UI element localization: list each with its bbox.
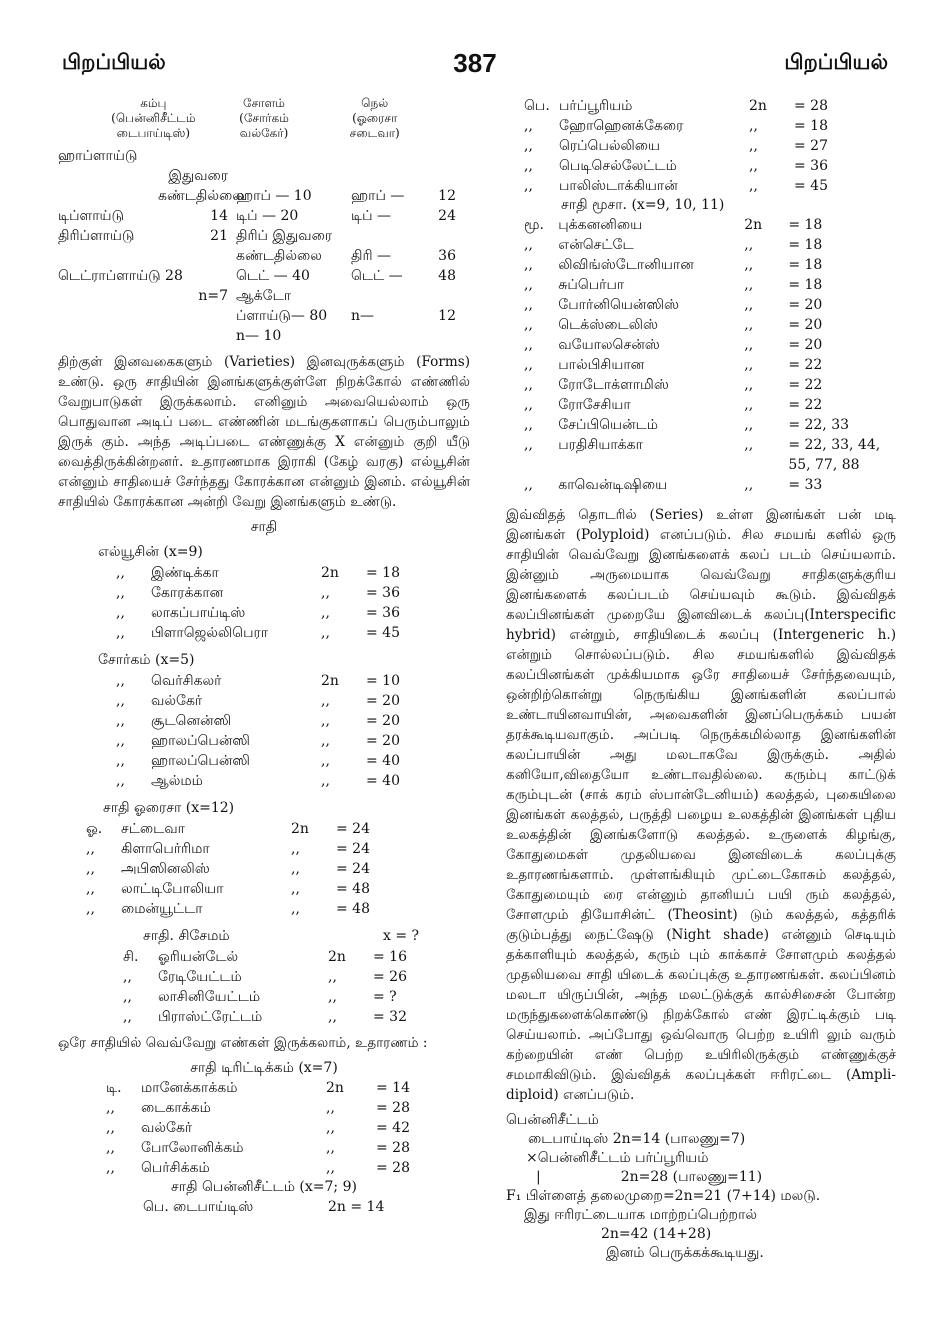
ploidy-cell: டெட்ராப்ளாய்டு 28 [58,267,183,284]
species-2n: ,, [321,604,330,621]
pennisetum-title: சாதி பென்னிசீட்டம் (x=7; 9) [171,1179,357,1195]
species-value: = 28 [376,1139,410,1156]
species-name: பாலிஸ்டாக்கியான் [559,177,678,194]
species-abbr: ,, [524,416,533,433]
ploidy-cell: டிப்ளாய்டு [58,207,125,224]
species-row [58,879,470,899]
species-value: = 22, 33 [788,416,850,433]
species-2n: ,, [291,860,300,877]
species-name: கோரக்கான [151,584,224,601]
species-value: = 36 [366,584,400,601]
species-2n: ,, [291,840,300,857]
species-row [506,355,896,375]
species-row [506,156,896,176]
species-2n: 2n [321,564,339,581]
species-value: = 24 [336,820,370,837]
ploidy-cell: 12 [438,307,456,324]
species-value: = 45 [794,177,828,194]
species-2n: ,, [744,336,754,353]
running-head-right: பிறப்பியல் [784,50,888,74]
species-2n: ,, [744,376,754,393]
species-name: காவென்டிஷியை [558,476,668,493]
species-row [506,235,896,255]
species-row [58,1118,470,1138]
species-value: = 22 [788,356,823,373]
species-row [58,731,470,751]
crop-headings [98,96,430,141]
species-row [506,475,896,495]
species-row [58,859,470,879]
chromosome-value: 2n = 14 [328,1198,385,1215]
species-2n: ,, [321,692,330,709]
species-value: = 18 [794,117,828,134]
ploidy-row [58,166,470,186]
species-value: = 20 [366,732,400,749]
species-2n: ,, [744,316,754,333]
species-value: = 28 [794,97,828,114]
triticum-table [58,1078,470,1178]
species-2n: ,, [321,732,330,749]
species-2n: ,, [321,712,330,729]
species-abbr: ,, [116,564,125,581]
species-row [506,455,896,475]
group-title [58,799,470,819]
species-abbr: ,, [524,436,533,453]
paragraph-example: ஒரே சாதியில் வெவ்வேறு எண்கள் இருக்கலாம், உதாரணம் : [58,1035,428,1051]
species-value: = 20 [788,316,823,333]
species-value: = 42 [376,1119,410,1136]
species-abbr: பெ. [524,97,550,114]
species-2n: 2n [749,97,767,114]
cross-line-4-text: 2n=28 (பாலணு=11) [620,1169,763,1185]
species-2n: ,, [744,476,754,493]
species-row [506,375,896,395]
species-row [58,987,470,1007]
species-abbr: ,, [106,1159,115,1176]
species-2n: 2n [744,216,763,233]
species-abbr: டி. [106,1079,122,1096]
species-abbr: ,, [106,1119,115,1136]
species-value: = 18 [788,216,823,233]
cross-line-2: டைபாய்டிஸ் 2n=14 (பாலணு=7) [528,1131,746,1147]
species-name: பிளாஜெல்லிபெரா [151,624,269,641]
ploidy-cell: ஹாப் — 10 [236,187,312,204]
species-2n: ,, [326,1159,335,1176]
species-abbr: ,, [524,137,533,154]
species-abbr: ,, [116,732,125,749]
species-name: ஹோஹெனக்கேரை [559,117,684,134]
species-value: = 18 [788,236,823,253]
ploidy-row [58,266,470,286]
species-row [506,435,896,455]
right-column [506,96,896,1263]
species-value: = 16 [373,948,407,965]
species-name: இண்டிக்கா [151,564,219,581]
cross-diagram [506,1111,896,1263]
species-2n: ,, [328,1008,337,1025]
ploidy-row [58,226,470,246]
ploidy-row [58,246,470,266]
musa-table [506,215,896,495]
species-abbr: ,, [86,840,95,857]
species-row [506,96,896,116]
group-title [58,927,470,947]
species-name: ஓரியன்டேல் [158,948,239,965]
species-name: ரோசேசியா [558,396,631,413]
species-abbr: ,, [86,860,95,877]
species-name: ரெப்பெல்லியை [559,137,660,154]
species-row [506,116,896,136]
ploidy-cell: இதுவரை [168,167,228,184]
cross-line-5: F₁ பிள்ளைத் தலைமுறை=2n=21 (7+14) மலடு. [506,1188,821,1204]
species-value: = 18 [788,256,823,273]
species-value: = ? [373,988,397,1005]
species-name: மானேக்காக்கம் [141,1079,238,1096]
ploidy-cell: 12 [438,187,456,204]
species-row [58,623,470,643]
species-2n: ,, [744,356,754,373]
species-value: = 22, 33, 44, [788,436,881,453]
species-value: = 32 [373,1008,407,1025]
species-abbr: ,, [116,624,125,641]
species-2n: ,, [749,157,758,174]
species-name: ரேடியேட்டம் [158,968,242,985]
species-row [58,751,470,771]
ploidy-cell: திரிப்ளாய்டு [58,227,135,244]
ploidy-cell: ப்ளாய்டு— 80 [236,307,328,324]
group-title-value: x = ? [383,928,420,944]
species-2n: 2n [326,1079,344,1096]
species-row [506,275,896,295]
abbr: பெ. [143,1198,169,1215]
species-row [58,583,470,603]
species-row [58,691,470,711]
species-name: ஹாலப்பென்ஸி [151,752,250,769]
species-value: = 48 [336,880,370,897]
species-value: = 28 [376,1159,410,1176]
species-name: டெக்ஸ்டைலிஸ் [558,316,658,333]
ploidy-cell: கண்டதில்லை [236,247,322,264]
species-abbr: மூ. [524,216,544,233]
cross-line-3: ×பென்னிசீட்டம் பர்ப்பூரியம் [526,1150,709,1166]
paragraph-varieties: திற்குள் இனவகைகளும் (Varieties) இனவுருக்களும் (Forms) உண்டு. ஒரு சாதியின் இனங்களுக்குள்ளே நிறக்கோல் எண்ணில் வேறுபாடுகள் இருக்கலாம். எனினும் அவையெல்லாம் ஒரு பொதுவான அடிப் படை எண்ணின் மடங்குகளாகப் பெரும்பாலும் இருக் கும். அந்த அடிப்படை எண்ணுக்கு X என்னும் குறி யீடு வைத்திருக்கின்றனர். உதாரணமாக இராகி (கேழ் வரகு) எல்யூசின் என்னும் சாதியைச் சேர்ந்தது கோரக்கான என்னும் இனம். எல்யூசின் சாதியில் கோரக்கான அன்றி வேறு இனங்களும் உண்டு. [58,354,470,510]
cross-line-4: | 2n=28 (பாலணு=11) [536,1169,763,1185]
species-value: = 20 [366,712,400,729]
species-2n: ,, [744,276,754,293]
species-row [506,415,896,435]
species-2n: ,, [744,296,754,313]
species-name: பர்ப்பூரியம் [559,97,633,114]
species-row [58,839,470,859]
genus-groups [58,543,470,1027]
species-row [58,947,470,967]
species-name: லாட்டிபோலியா [121,880,224,897]
species-name: பிராஸ்ட்ரேட்டம் [158,1008,263,1025]
species-name: பால்பிசியான [558,356,645,373]
species-abbr: ,, [524,396,533,413]
species-row [506,315,896,335]
cross-line-6: இது ஈரிரட்டையாக மாற்றப்பெற்றால் [524,1207,758,1223]
species-name: மைன்யூட்டா [121,900,203,917]
species-abbr: ,, [524,476,533,493]
ploidy-cell: n— [351,307,375,324]
species-abbr: ஓ. [86,820,103,837]
species-row [58,819,470,839]
ploidy-row [58,286,470,306]
ploidy-row [58,206,470,226]
species-value: = 24 [336,860,370,877]
species-2n: 2n [291,820,309,837]
species-abbr: சி. [123,948,139,965]
species-row [506,255,896,275]
page-header [0,0,950,90]
species-row [58,771,470,791]
species-name: என்செட்டே [558,236,634,253]
species-name: பரதிசியாக்கா [558,436,643,453]
ploidy-cell: டிப் — 20 [236,207,299,224]
species-abbr: ,, [524,336,533,353]
species-2n: ,, [326,1119,335,1136]
ploidy-cell: திரிப் இதுவரை [236,227,333,244]
species-value: = 36 [366,604,400,621]
species-2n: ,, [749,177,758,194]
species-2n: ,, [321,752,330,769]
species-2n: ,, [744,256,754,273]
ploidy-cell: ஹாப் — [351,187,405,204]
species-2n: ,, [744,416,754,433]
species-abbr: ,, [106,1099,115,1116]
species-row [58,967,470,987]
ploidy-cell: 14 [210,207,228,224]
species-value: = 22 [788,396,823,413]
genus-heading: சாதி [250,519,278,535]
musa-title: சாதி மூசா. (x=9, 10, 11) [561,197,725,213]
species-name: வயோலசென்ஸ் [558,336,660,353]
species-name: சட்டைவா [121,820,185,837]
ploidy-cell: 48 [438,267,456,284]
species-abbr: ,, [524,256,533,273]
species-2n: ,, [321,584,330,601]
species-abbr: ,, [86,880,95,897]
species-row [506,136,896,156]
species-value: = 20 [788,296,823,313]
group-title [58,543,470,563]
species-2n: ,, [749,137,758,154]
species-row [58,603,470,623]
species-row [58,671,470,691]
ploidy-cell: டிப் — [351,207,392,224]
species-row [506,295,896,315]
species-value: = 45 [366,624,400,641]
species-value: = 26 [373,968,407,985]
species-value: = 18 [788,276,823,293]
ploidy-cell: 24 [438,207,456,224]
species-abbr: ,, [116,604,125,621]
species-2n: ,, [744,396,754,413]
species-row [58,1078,470,1098]
species-value: = 40 [366,772,400,789]
species-abbr: ,, [524,276,533,293]
crop-heading-oryza: நெல் (ஓரைசா சடைவா) [349,96,400,140]
species-abbr: ,, [524,316,533,333]
species-abbr: ,, [116,772,125,789]
ploidy-cell: ஆக்டோ [236,287,292,304]
species-2n: ,, [326,1099,335,1116]
species-row [58,1158,470,1178]
running-head-left: பிறப்பியல் [62,50,166,74]
species-abbr: ,, [116,672,125,689]
species-name: வெர்சிகலர் [151,672,222,689]
species-abbr: ,, [524,236,533,253]
species-row [506,176,896,196]
crop-heading-sorghum: சோளம் (சோர்கம் வல்கேர்) [239,96,289,140]
cross-line-8: இனம் பெருக்கக்கூடியது. [606,1245,764,1261]
species-name: வல்கேர் [141,1119,193,1136]
ploidy-row [58,306,470,326]
species-value: 55, 77, 88 [788,456,860,473]
species-name: போலோனிக்கம் [141,1139,244,1156]
species-abbr: ,, [123,968,132,985]
species-value: = 22 [788,376,823,393]
pennisetum-table [506,96,896,196]
species-2n: ,, [291,900,300,917]
species-row [58,711,470,731]
ploidy-cell: n=7 [198,287,228,304]
species-abbr: ,, [123,988,132,1005]
species-2n: ,, [321,624,330,641]
species-abbr: ,, [116,712,125,729]
group-title-text: சாதி ஓரைசா (x=12) [103,800,235,816]
species-abbr: ,, [106,1139,115,1156]
species-name: டைகாக்கம் [141,1099,211,1116]
species-row [506,395,896,415]
species-name: சூடனென்ஸி [151,712,232,729]
species-value: = 10 [366,672,400,689]
ploidy-cell: டெட் — 40 [236,267,310,284]
species-abbr: ,, [86,900,95,917]
species-row [58,1098,470,1118]
species-2n: 2n [328,948,346,965]
species-value: = 27 [794,137,828,154]
species-value: = 18 [366,564,400,581]
species-name: லாசினியேட்டம் [158,988,261,1005]
page-number: 387 [453,48,497,78]
species-abbr: ,, [116,752,125,769]
species-row [58,1138,470,1158]
species-value: = 24 [336,840,370,857]
cross-line-1: பென்னிசீட்டம் [506,1112,599,1128]
species-value: = 33 [788,476,823,493]
haploid-label: ஹாப்ளாய்டு [58,148,138,164]
species-name: வல்கேர் [151,692,203,709]
ploidy-cell: n— 10 [236,327,282,344]
species-row [58,563,470,583]
pennisetum-row [58,1197,470,1217]
group-title-text: சாதி. சிசேமம் [143,928,230,944]
species-abbr: ,, [524,157,533,174]
species-2n: 2n [321,672,339,689]
paragraph-polyploid: இவ்விதத் தொடரில் (Series) உள்ள இனங்கள் பன் மடி இனங்கள் (Polyploid) எனப்படும். சில சமயங் களில் ஒரு சாதியின் வெவ்வேறு இனங்களைக் கலப் படம் செய்யலாம். இன்னும் அருமையாக வெவ்வேறு சாதிகளுக்குரிய இனங்களைக் கலப்படம் செய்யவும் கூடும். இவ்விதக் கலப்பினங்கள் முறையே இனவிடைக் கலப்பு(Interspecific hybrid) என்றும், சாதியிடைக் கலப்பு (Intergeneric h.) என்றும் சொல்லப்படும். சில சமயங்களில் இவ்விதக் கலப்பினங்கள் முக்கியமாக ஒரே சாதியைச் சேர்ந்தவையும், ஒன்றிற்கொன்று நெருங்கிய இனங்களின் கலப்பால் உண்டாயினவாயின், அவைகளின் இனப்பெருக்கம் பயன் தரக்கூடியவாகும். அப்படி நெருக்கமில்லாத இனங்களின் கலப்பாயின் அது மலடாகவே இருக்கும். அதில் கனியோ,விதையோ உண்டாவதில்லை. கரும்பு காட்டுக் கரும்புடன் (சாக் கரம் ஸ்பான்டேனியம்) கலத்தல், புகையிலை இனங்கள் கலத்தல், பருத்தி பழைய உலகத்தின் இனங்கள் புதிய உலகத்தின் இனங்களோடு கலத்தல். உருளைக் கிழங்கு, கோதுமைகள் முதலியவை இனவிடைக் கலப்புக்கு உதாரணங்களாம். முள்ளங்கியும் முட்டைகோசும் கலத்தல், கோதுமையும் ரை என்னும் தானியப் பயி ரும் கலத்தல், சோளமும் தியோசின்ட் (Theosint) டும் கலத்தல், கத்தரிக் குடும்பத்து நைட்ஷேடு (Night shade) என்னும் செடியும் தக்காளியும் கலத்தல், கரும் பும் காக்காச் சோளமும் கலத்தல் முதலியவை சாதி யிடைக் கலப்புக்கு உதாரணங்கள். கலப்பினம் மலடா யிருப்பின், அந்த மலட்டுக்குக் கால்சிசைன் போன்ற மருந்துகளைக்கொண்டு நிறக்கோல் எண் இரட்டிக்கும் படி செய்யலாம். அப்போது ஒவ்வொரு பெற்ற உயிரி லும் வரும் கற்றையின் எண் பெற்ற உயிரிலிருக்கும் எண்ணுக்குச் சமமாகிவிடும். இவ்விதக் கலப்புக்கள் ஈரிரட்டை (Ampli-diploid) எனப்படும். [506,507,896,1103]
species-abbr: ,, [524,117,533,134]
ploidy-cell: டெட் — [351,267,403,284]
species-name: பெடிசெல்லேட்டம் [559,157,677,174]
species-name: போர்னியென்ஸிஸ் [558,296,680,313]
species-name: அபிஸினலிஸ் [121,860,210,877]
species-value: = 48 [336,900,370,917]
species-abbr: ,, [116,584,125,601]
species-abbr: ,, [524,296,533,313]
species-name: புக்கனனியை [558,216,643,233]
species-2n: ,, [328,968,337,985]
triticum-title: சாதி டிரிட்டிக்கம் (x=7) [190,1060,338,1076]
cross-line-7: 2n=42 (14+28) [601,1226,712,1242]
species-row [506,215,896,235]
species-value: = 20 [366,692,400,709]
species-abbr: ,, [524,356,533,373]
crop-heading-pennisetum: கம்பு (பென்னிசீட்டம் டைபாய்டிஸ்) [111,96,196,140]
species-2n: ,, [321,772,330,789]
species-name: சேப்பியென்டம் [558,416,659,433]
species-name: ஆல்மம் [151,772,203,789]
species-row [58,1007,470,1027]
species-value: = 20 [788,336,823,353]
species-2n: ,, [744,236,754,253]
group-title [58,651,470,671]
ploidy-row [58,186,470,206]
ploidy-cell: 21 [210,227,228,244]
species-name: ரோடோக்ளாமிஸ் [558,376,669,393]
ploidy-cell: கண்டதில்லை [158,187,244,204]
left-column [58,96,470,1217]
species-2n: ,, [744,436,754,453]
species-value: = 14 [376,1079,410,1096]
species-name: லிவிங்ஸ்டோனியான [558,256,694,273]
ploidy-row [58,326,470,346]
ploidy-cell: திரி — [351,247,391,264]
species-abbr: ,, [524,177,533,194]
species-row [58,899,470,919]
species-name: லாகப்பாய்டிஸ் [151,604,246,621]
species-row [506,335,896,355]
species-abbr: ,, [123,1008,132,1025]
species-name: பெர்சிக்கம் [141,1159,210,1176]
ploidy-cell: 36 [438,247,456,264]
species-2n: ,, [326,1139,335,1156]
species-2n: ,, [328,988,337,1005]
species-value: = 40 [366,752,400,769]
species-2n: ,, [749,117,758,134]
species-abbr: ,, [116,692,125,709]
species-name: சுப்பெர்பா [558,276,625,293]
ploidy-table [58,166,470,346]
species-name: கிளாபெர்ரிமா [121,840,210,857]
group-title-text: எல்யூசின் (x=9) [98,544,203,560]
species-name: ஹாலப்பென்ஸி [151,732,250,749]
species-value: = 28 [376,1099,410,1116]
species: டைபாய்டிஸ் [173,1198,254,1215]
species-value: = 36 [794,157,828,174]
group-title-text: சோர்கம் (x=5) [98,652,195,668]
species-abbr: ,, [524,376,533,393]
species-2n: ,, [291,880,300,897]
